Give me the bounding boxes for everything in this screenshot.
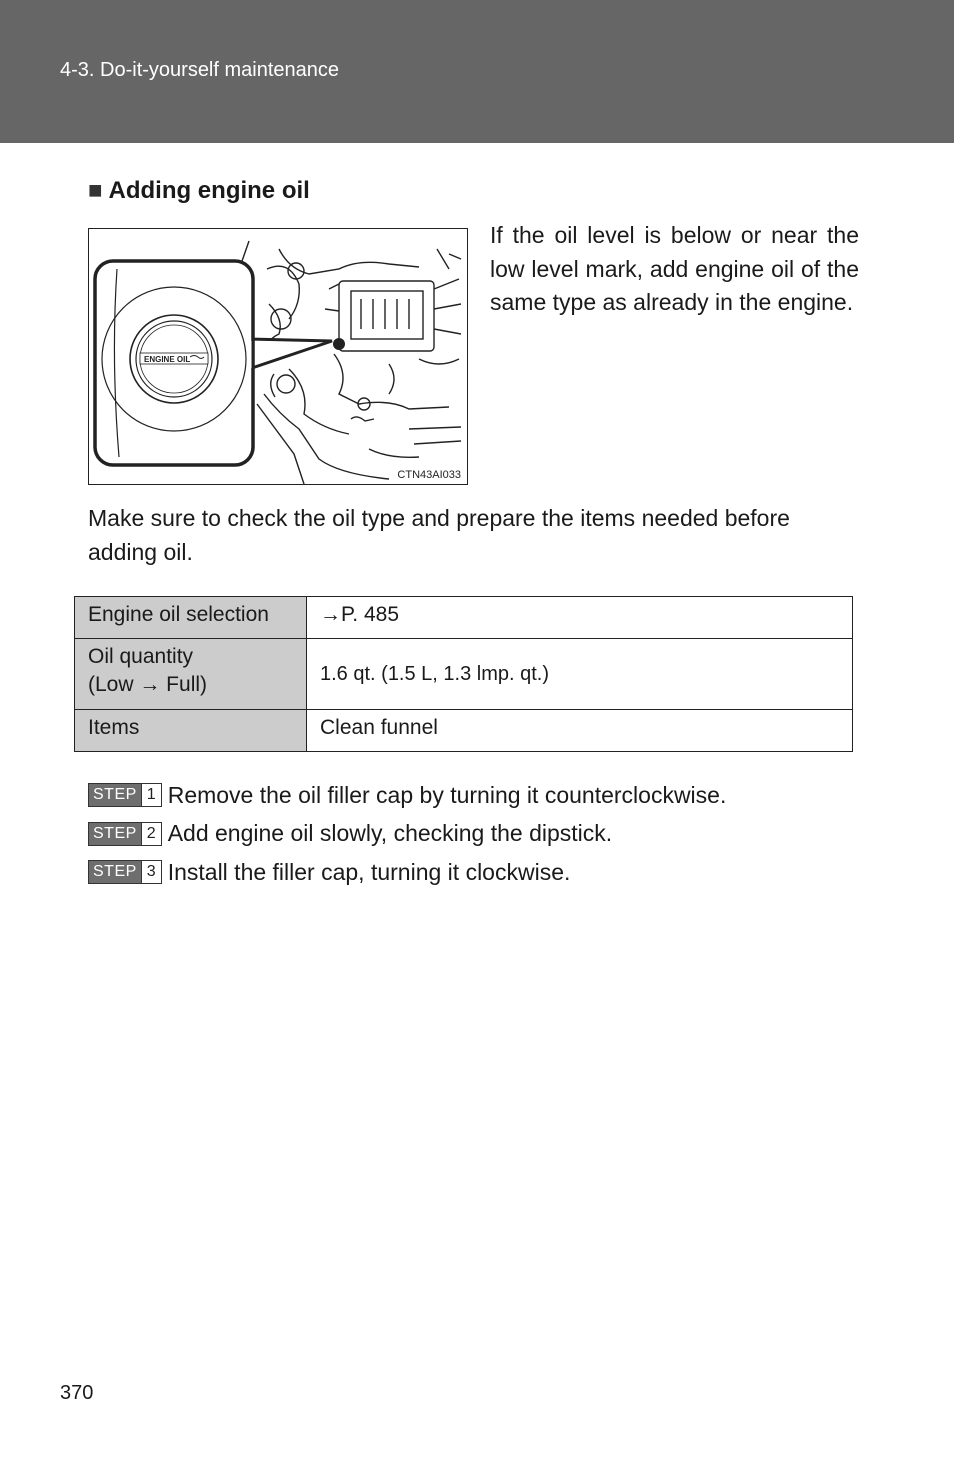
table-row [75,710,853,752]
table-row [75,597,853,639]
header-band [0,0,954,143]
step-badge: STEP 3 [88,860,162,884]
step-text: Add engine oil slowly, checking the dipstick. [167,820,613,847]
section-breadcrumb: 4-3. Do-it-yourself maintenance [60,59,340,81]
cap-label-text: ENGINE OIL [144,355,191,364]
step-text: Install the filler cap, turning it clockwise. [167,858,571,885]
section-heading [88,177,310,205]
engine-bay-drawing [89,229,467,484]
table-label-cell: Oil quantity (Low → Full) [75,639,307,710]
table-value-cell: Clean funnel [307,710,853,752]
step-list [88,776,726,892]
table-label-cell: Items [75,710,307,752]
step-item [88,853,726,892]
square-bullet-icon: ■ [88,177,103,204]
step-text: Remove the oil filler cap by turning it counterclockwise. [167,781,727,808]
step-item [88,776,726,815]
step-badge: STEP 2 [88,822,162,846]
page-number: 370 [60,1382,94,1404]
figure-code: CTN43AI033 [397,469,461,481]
table-value-cell: →P. 485 [307,597,853,639]
instruction-paragraph: Make sure to check the oil type and prepare the items needed before adding oil. [88,505,790,565]
table-label-cell: Engine oil selection [75,597,307,639]
engine-oil-filler-illustration [88,228,468,485]
section-heading-text: Adding engine oil [108,177,310,204]
intro-paragraph: If the oil level is below or near the low level mark, add engine oil of the same type as already in the engine. [490,222,859,315]
step-badge: STEP 1 [88,783,162,807]
table-row [75,639,853,710]
oil-spec-table [74,596,853,752]
table-value-cell: 1.6 qt. (1.5 L, 1.3 lmp. qt.) [307,639,853,710]
step-item [88,815,726,854]
